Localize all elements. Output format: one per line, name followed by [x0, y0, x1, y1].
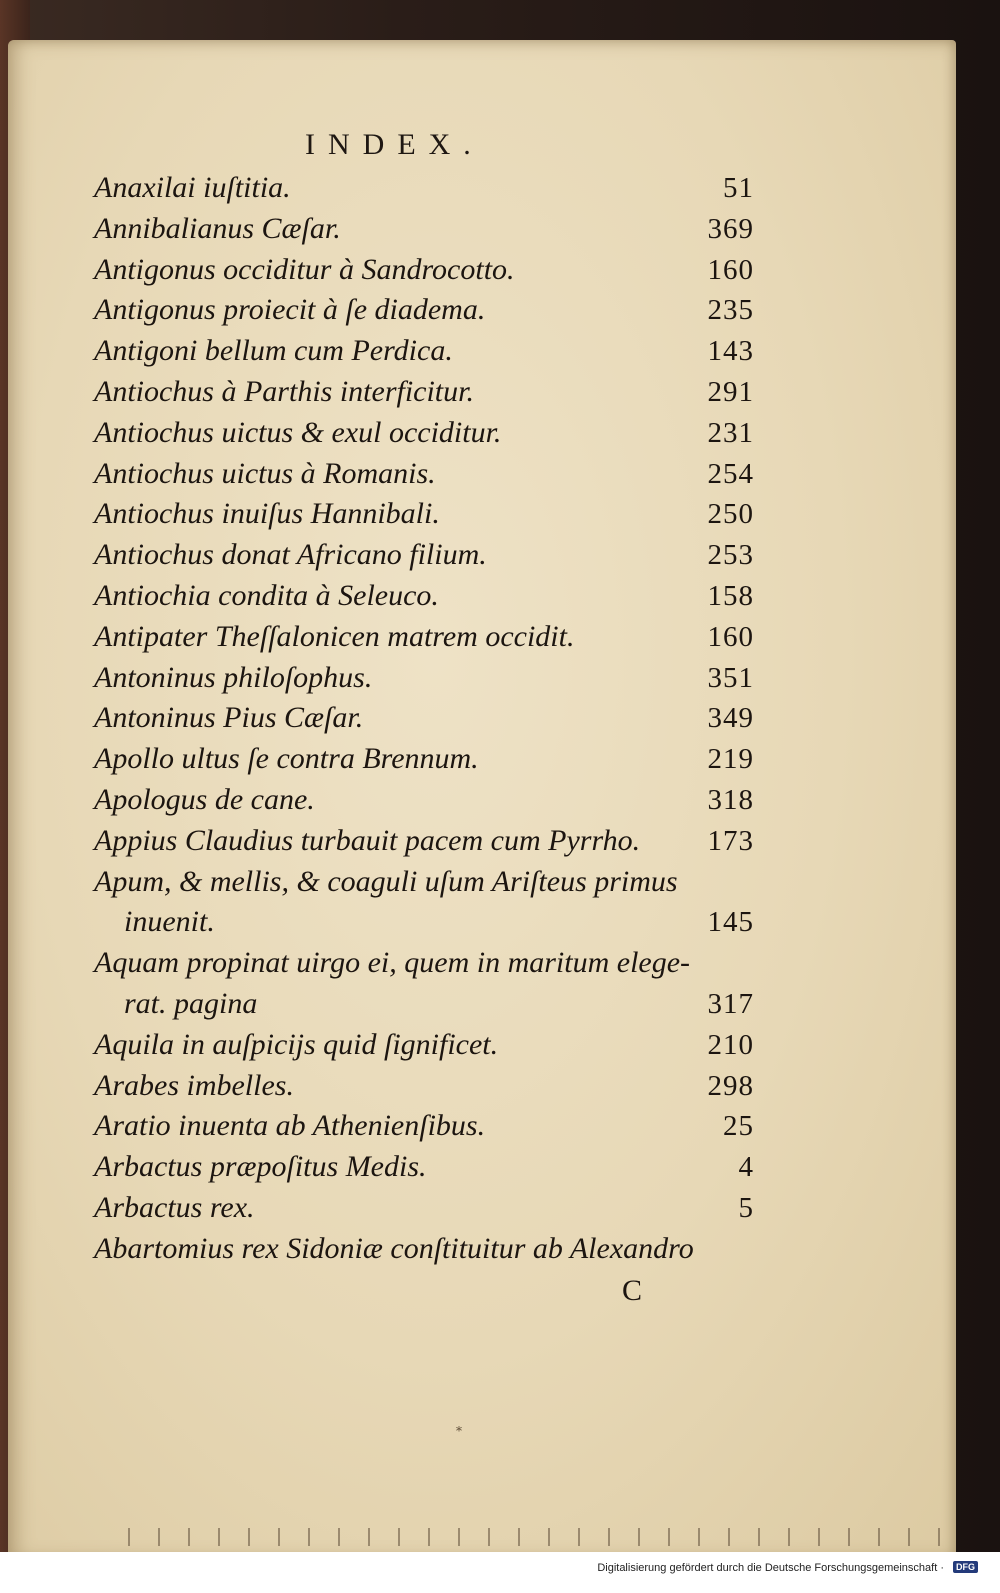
entry-text: Aquila in auſpicijs quid ſignificet. — [94, 1027, 499, 1061]
entry-page-number: 254 — [707, 457, 754, 490]
entry-page-number: 250 — [707, 498, 754, 531]
entry-text: Aratio inuenta ab Athenienſibus. — [94, 1109, 486, 1143]
entry-text: Apollo ultus ſe contra Brennum. — [94, 742, 479, 776]
index-entry — [94, 780, 754, 821]
entry-text: Arabes imbelles. — [94, 1068, 294, 1102]
entry-text: Arbactus rex. — [94, 1190, 255, 1224]
entry-page-number: 235 — [707, 294, 754, 327]
entry-text: Abartomius rex Sidoniæ conſtituitur ab Alexandro — [94, 1231, 694, 1265]
entry-text: Apologus de cane. — [94, 782, 315, 816]
entry-page-number: 143 — [707, 335, 754, 368]
entry-line-continued — [94, 984, 754, 1025]
entry-text: Antiochus uictus & exul occiditur. — [94, 415, 502, 449]
entry-text: Antoninus Pius Cæſar. — [94, 701, 364, 735]
entry-page-number: 231 — [707, 416, 754, 449]
entry-page-number: 351 — [707, 661, 754, 694]
entry-line — [94, 943, 754, 984]
index-entry — [94, 821, 754, 862]
entry-text: Antiochia condita à Seleuco. — [94, 578, 439, 612]
index-entry — [94, 1188, 754, 1229]
entry-page-number: 317 — [707, 987, 754, 1020]
index-entry — [94, 1147, 754, 1188]
index-entry-multiline — [94, 943, 754, 1025]
entry-line-continued — [94, 902, 754, 943]
entry-page-number: 160 — [707, 253, 754, 286]
entry-page-number: 173 — [707, 824, 754, 857]
dfg-logo-icon: DFG — [953, 1561, 978, 1573]
entry-text: Antigonus proiecit à ſe diadema. — [94, 293, 486, 327]
entry-text: Apum, & mellis, & coaguli uſum Ariſteus primus — [94, 864, 678, 898]
index-entry — [94, 1025, 754, 1066]
index-entry — [94, 290, 754, 331]
index-entry — [94, 331, 754, 372]
entry-page-number: 145 — [707, 906, 754, 939]
entry-page-number: 51 — [723, 172, 754, 204]
entry-page-number: 25 — [723, 1110, 754, 1143]
entry-text: Antigonus occiditur à Sandrocotto. — [94, 252, 515, 286]
index-entry — [94, 698, 754, 739]
entry-page-number: 5 — [738, 1191, 754, 1224]
printer-mark: * — [456, 1424, 462, 1438]
index-entry — [94, 739, 754, 780]
entry-text: Appius Claudius turbauit pacem cum Pyrrho. — [94, 823, 641, 857]
footer-credit: Digitalisierung gefördert durch die Deutsche Forschungsgemeinschaft · — [597, 1562, 944, 1574]
catchword-signature: C — [622, 1274, 643, 1307]
entry-page-number: 253 — [707, 539, 754, 572]
entry-text: Anaxilai iuſtitia. — [94, 171, 291, 204]
entry-text: Arbactus præpoſitus Medis. — [94, 1150, 427, 1184]
index-entry — [94, 1106, 754, 1147]
footer-bar — [0, 1552, 1000, 1593]
entry-page-number: 210 — [707, 1028, 754, 1061]
entry-text: Antoninus philoſophus. — [94, 660, 373, 694]
index-entry — [94, 168, 754, 209]
entry-page-number: 291 — [707, 375, 754, 408]
scan-edge-ruler — [100, 1528, 960, 1546]
entry-page-number: 219 — [707, 743, 754, 776]
entry-text: rat. pagina — [124, 986, 258, 1020]
entry-text: Antiochus à Parthis interficitur. — [94, 374, 474, 408]
index-entry — [94, 1066, 754, 1107]
index-entry — [94, 658, 754, 699]
entry-text: inuenit. — [124, 905, 215, 939]
entry-text: Antiochus inuiſus Hannibali. — [94, 497, 440, 531]
entry-line — [94, 862, 754, 903]
index-entry — [94, 372, 754, 413]
index-entry — [94, 494, 754, 535]
entry-page-number: 158 — [707, 579, 754, 612]
index-entry — [94, 617, 754, 658]
index-entry — [94, 576, 754, 617]
index-entry — [94, 1229, 754, 1270]
entry-text: Aquam propinat uirgo ei, quem in maritum elege- — [94, 946, 691, 980]
entry-text: Antipater Theſſalonicen matrem occidit. — [94, 619, 575, 653]
entry-text: Annibalianus Cæſar. — [94, 211, 341, 245]
entry-page-number: 318 — [707, 783, 754, 816]
entry-page-number: 298 — [707, 1069, 754, 1102]
index-entry — [94, 535, 754, 576]
index-entry — [94, 454, 754, 495]
entry-page-number: 369 — [707, 212, 754, 245]
entry-page-number: 4 — [738, 1151, 754, 1184]
index-entry — [94, 413, 754, 454]
page-title: INDEX. — [305, 128, 484, 161]
entry-text: Antiochus uictus à Romanis. — [94, 456, 436, 490]
entry-text: Antiochus donat Africano filium. — [94, 538, 487, 572]
index-entry-multiline — [94, 862, 754, 944]
entry-text: Antigoni bellum cum Perdica. — [94, 334, 453, 368]
entry-page-number: 349 — [707, 702, 754, 735]
index-entry — [94, 250, 754, 291]
index-entry-list — [94, 168, 754, 1270]
index-entry — [94, 209, 754, 250]
entry-page-number: 160 — [707, 620, 754, 653]
